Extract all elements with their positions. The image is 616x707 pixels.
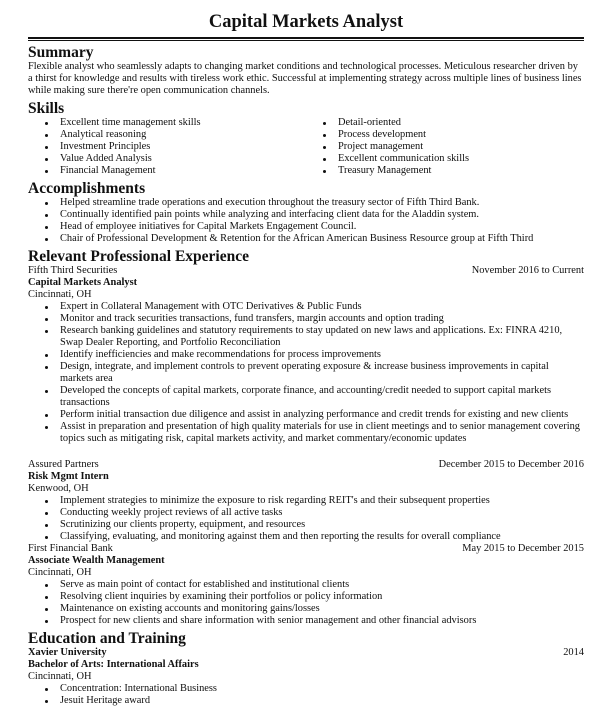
job-company: Assured Partners [28,459,99,470]
skill-item: Detail-oriented [338,117,584,129]
job-duty: Research banking guidelines and statutory requirements to stay updated on new laws and applications. Ex: FINRA 4210, Swap Dealer Reporting, and Portfolio Reconciliation [60,325,584,349]
accomplishment-item: Head of employee initiatives for Capital Markets Engagement Council. [60,221,584,233]
job-dates: December 2015 to December 2016 [438,459,584,470]
job-duty: Implement strategies to minimize the exposure to risk regarding REIT's and their subsequent properties [60,495,584,507]
job-location: Cincinnati, OH [28,289,92,300]
resume [28,0,584,707]
job-duty: Assist in preparation and presentation of high quality materials for use in client meetings and to senior management covering topics such as mitigating risk, capital markets activity, and market commentary/economic updates [60,421,584,445]
job-entry [28,543,584,627]
job-duty: Resolving client inquiries by examining their portfolios or policy information [60,591,584,603]
job-title: Capital Markets Analyst [28,277,138,288]
skills-left-list [28,117,306,177]
job-dates: November 2016 to Current [471,265,584,276]
education-heading: Education and Training [28,630,186,647]
skill-item: Excellent time management skills [60,117,306,129]
job-duty: Prospect for new clients and share information with senior management and other financial advisors [60,615,584,627]
job-duty: Identify inefficiencies and make recommendations for process improvements [60,349,584,361]
accomplishment-item: Continually identified pain points while analyzing and interfacing client data for the Aladdin system. [60,209,584,221]
education-item: Concentration: International Business [60,683,584,695]
summary-text: Flexible analyst who seamlessly adapts to changing market conditions and technological processes. Meticulous researcher driven by a thirst for knowledge and results with tireless work ethic. Successful at implementing strategy across multiple lines of business lines while making sure there're open communication channels. [28,61,582,96]
accomplishment-item: Chair of Professional Development & Retention for the African American Business Resource group at Fifth Third [60,233,584,245]
summary-heading: Summary [28,44,94,61]
experience-section [28,248,584,627]
job-dates: May 2015 to December 2015 [462,543,584,554]
job-company: First Financial Bank [28,543,113,554]
skills-heading: Skills [28,100,65,117]
job-entry [28,459,584,543]
job-duty: Scrutinizing our clients property, equipment, and resources [60,519,584,531]
education-section [28,630,584,707]
skills-right-list [306,117,584,177]
skill-item: Financial Management [60,165,306,177]
skill-item: Treasury Management [338,165,584,177]
job-title: Associate Wealth Management [28,555,165,566]
job-company: Fifth Third Securities [28,265,118,276]
education-item: Jesuit Heritage award [60,695,584,707]
skill-item: Analytical reasoning [60,129,306,141]
skill-item: Value Added Analysis [60,153,306,165]
resume-title: Capital Markets Analyst [208,12,404,32]
title-divider [28,37,584,41]
job-location: Cincinnati, OH [28,567,92,578]
job-duty: Perform initial transaction due diligence and assist in analyzing performance and credit trends for existing and new clients [60,409,584,421]
accomplishment-item: Helped streamline trade operations and execution throughout the treasury sector of Fifth Third Bank. [60,197,584,209]
degree: Bachelor of Arts: International Affairs [28,659,199,670]
skill-item: Excellent communication skills [338,153,584,165]
skill-item: Process development [338,129,584,141]
experience-heading: Relevant Professional Experience [28,248,249,265]
job-duty: Developed the concepts of capital markets, corporate finance, and accounting/credit needed to support capital markets transactions [60,385,584,409]
school-name: Xavier University [28,647,107,658]
job-duty: Conducting weekly project reviews of all active tasks [60,507,584,519]
job-duty: Classifying, evaluating, and monitoring against them and then reporting the results for overall compliance [60,531,584,543]
job-duty: Design, integrate, and implement controls to prevent operating exposure & increase business improvements in capital markets area [60,361,584,385]
graduation-year: 2014 [563,647,584,658]
job-title: Risk Mgmt Intern [28,471,109,482]
skills-section [28,100,584,177]
school-location: Cincinnati, OH [28,671,92,682]
accomplishments-section [28,180,584,245]
job-duty: Monitor and track securities transactions, fund transfers, margin accounts and option trading [60,313,584,325]
accomplishments-heading: Accomplishments [28,180,146,197]
job-duty: Expert in Collateral Management with OTC Derivatives & Public Funds [60,301,584,313]
job-entry [28,265,584,445]
job-location: Kenwood, OH [28,483,89,494]
skill-item: Investment Principles [60,141,306,153]
job-duty: Maintenance on existing accounts and monitoring gains/losses [60,603,584,615]
summary-section [28,44,584,97]
skill-item: Project management [338,141,584,153]
job-duty: Serve as main point of contact for established and institutional clients [60,579,584,591]
